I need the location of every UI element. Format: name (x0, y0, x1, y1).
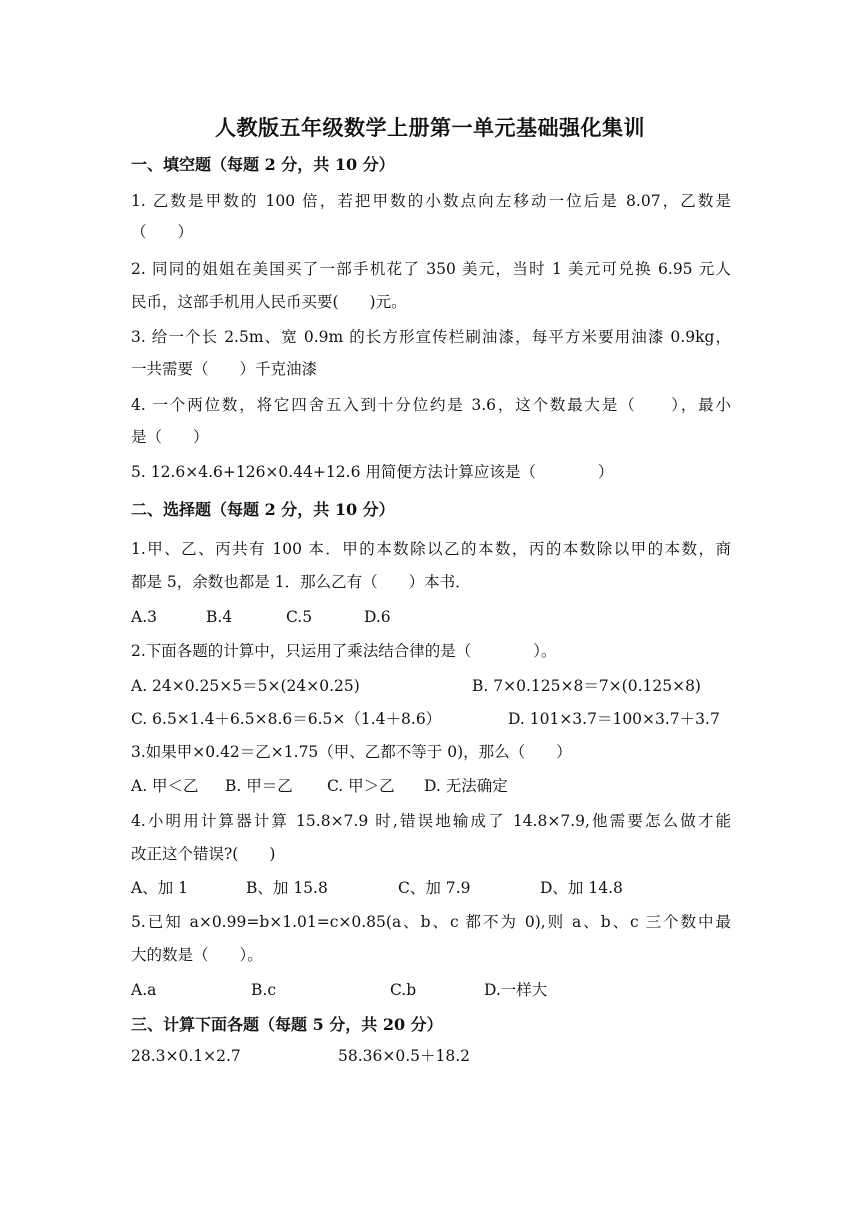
option-b: B. 7×0.125×8＝7×(0.125×8) (472, 677, 701, 695)
question-text: 2. 同同的姐姐在美国买了一部手机花了 350 美元，当时 1 美元可兑换 6.95 元人 (131, 260, 731, 278)
option-a: A.3 (131, 608, 157, 626)
question-text: 大的数是（ ）。 (131, 946, 263, 964)
question-text: 是（ ） (131, 428, 209, 446)
question-text: 都是 5，余数也都是 1．那么乙有（ ）本书． (131, 573, 471, 591)
calc-item: 28.3×0.1×2.7 (131, 1047, 241, 1065)
section-heading-fill-blank: 一、填空题（每题 2 分，共 10 分） (131, 155, 395, 174)
option-b: B. 甲＝乙 (225, 777, 293, 795)
question-text: 4. 一个两位数，将它四舍五入到十分位约是 3.6，这个数最大是（ ），最小 (131, 396, 731, 414)
question-text: 4.小明用计算器计算 15.8×7.9 时,错误地输成了 14.8×7.9,他需要怎么做才能 (131, 812, 731, 830)
question-text: 5. 12.6×4.6+126×0.44+12.6 用简便方法计算应该是（ ） (131, 463, 614, 481)
question-text: 3.如果甲×0.42＝乙×1.75（甲、乙都不等于 0)，那么（ ） (131, 743, 572, 761)
question-text: 一共需要（ ）千克油漆 (131, 360, 318, 378)
question-text: 民币，这部手机用人民币买要( )元。 (131, 293, 407, 311)
option-d: D.一样大 (484, 981, 548, 999)
question-text: 3. 给一个长 2.5m、宽 0.9m 的长方形宣传栏刷油漆，每平方米要用油漆 0.9kg， (131, 328, 731, 346)
option-a: A. 甲＜乙 (131, 777, 199, 795)
option-c: C.b (390, 981, 417, 999)
option-b: B、加 15.8 (246, 879, 328, 897)
option-d: D.6 (364, 608, 391, 626)
option-d: D. 无法确定 (424, 777, 508, 795)
question-text: 1.甲、乙、丙共有 100 本．甲的本数除以乙的本数，丙的本数除以甲的本数，商 (131, 540, 731, 558)
page-title: 人教版五年级数学上册第一单元基础强化集训 (215, 115, 645, 140)
question-text: 改正这个错误?( ) (131, 845, 276, 863)
option-c: C、加 7.9 (398, 879, 471, 897)
section-heading-calculation: 三、计算下面各题（每题 5 分，共 20 分） (131, 1015, 443, 1034)
option-c: C.5 (286, 608, 313, 626)
option-b: B.4 (206, 608, 233, 626)
option-a: A.a (131, 981, 157, 999)
question-text: 5.已知 a×0.99=b×1.01=c×0.85(a、b、c 都不为 0),则 a、b、c 三个数中最 (131, 913, 731, 931)
question-text: 2.下面各题的计算中，只运用了乘法结合律的是（ ）。 (131, 642, 557, 660)
option-d: D. 101×3.7＝100×3.7＋3.7 (508, 710, 720, 728)
calc-item: 58.36×0.5＋18.2 (338, 1047, 471, 1065)
option-a: A. 24×0.25×5＝5×(24×0.25) (131, 677, 360, 695)
question-text: 1. 乙数是甲数的 100 倍，若把甲数的小数点向左移动一位后是 8.07，乙数是 (131, 192, 731, 210)
option-c: C. 甲＞乙 (327, 777, 395, 795)
option-a: A、加 1 (131, 879, 188, 897)
question-text: （ ） (131, 223, 194, 241)
section-heading-multiple-choice: 二、选择题（每题 2 分，共 10 分） (131, 500, 395, 519)
option-b: B.c (251, 981, 276, 999)
option-c: C. 6.5×1.4＋6.5×8.6＝6.5×（1.4＋8.6） (131, 710, 442, 728)
option-d: D、加 14.8 (540, 879, 623, 897)
